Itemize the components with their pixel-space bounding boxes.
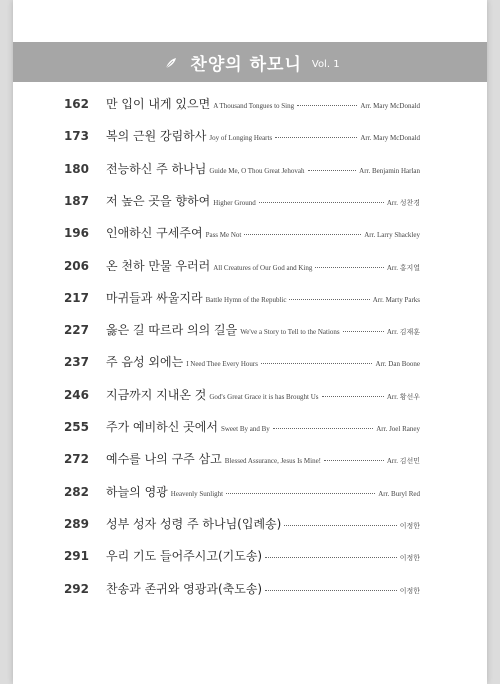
toc-row xyxy=(13,580,487,600)
korean-title: 예수를 나의 구주 삼고 xyxy=(106,452,222,467)
dot-leader xyxy=(273,427,373,429)
arranger: Arr. Joel Raney xyxy=(376,425,420,433)
arranger: Arr. Mary McDonald xyxy=(360,134,420,143)
toc-row xyxy=(13,289,487,309)
toc-row xyxy=(13,450,487,470)
english-title: Higher Ground xyxy=(213,198,256,207)
korean-title: 하늘의 영광 xyxy=(106,484,168,499)
arranger: Arr. Mary McDonald xyxy=(360,102,420,110)
dot-leader xyxy=(259,201,384,203)
dot-leader xyxy=(308,169,357,171)
toc-row xyxy=(13,418,487,438)
english-title: A Thousand Tongues to Sing xyxy=(213,102,295,110)
korean-title: 저 높은 곳을 향하여 xyxy=(106,193,211,208)
arranger: Arr. 김선민 xyxy=(386,457,420,466)
hymn-number: 289 xyxy=(63,516,89,531)
arranger: Arr. Buryl Red xyxy=(378,489,420,498)
korean-title: 전능하신 주 하나님 xyxy=(106,161,207,176)
dot-leader xyxy=(322,395,384,397)
arranger: Arr. 성찬경 xyxy=(386,198,420,207)
hymn-number: 227 xyxy=(63,323,89,338)
korean-title: 성부 성자 성령 주 하나님(입례송) xyxy=(106,516,282,531)
english-title: All Creatures of Our God and King xyxy=(213,263,313,272)
dot-leader xyxy=(265,556,397,558)
hymn-number: 196 xyxy=(63,226,89,241)
arranger: Arr. Dan Boone xyxy=(375,360,420,369)
english-title: We've a Story to Tell to the Nations xyxy=(240,328,340,337)
english-title: Blessed Assurance, Jesus Is Mine! xyxy=(224,457,322,466)
toc-row xyxy=(13,127,487,147)
hymn-number: 292 xyxy=(63,581,89,596)
toc-row xyxy=(13,515,487,535)
toc-row xyxy=(13,257,487,277)
dot-leader xyxy=(284,524,396,526)
english-title: Pass Me Not xyxy=(205,231,242,240)
header-band xyxy=(13,42,487,82)
hymn-number: 291 xyxy=(63,549,89,564)
arranger: Arr. Marty Parks xyxy=(372,295,420,304)
toc-row xyxy=(13,95,487,115)
toc-row xyxy=(13,224,487,244)
english-title: Heavenly Sunlight xyxy=(170,489,224,498)
korean-title: 온 천하 만물 우러러 xyxy=(106,258,211,273)
dot-leader xyxy=(244,233,361,235)
hymn-number: 237 xyxy=(63,355,89,370)
arranger: Arr. 홍지열 xyxy=(386,263,420,272)
toc-row xyxy=(13,192,487,212)
korean-title: 주 음성 외에는 xyxy=(106,355,184,370)
dot-leader xyxy=(289,298,369,300)
dot-leader xyxy=(261,362,372,364)
toc-row xyxy=(13,483,487,503)
hymn-number: 246 xyxy=(63,387,89,402)
korean-title: 복의 근원 강림하사 xyxy=(106,129,207,144)
arranger: Arr. 황선우 xyxy=(386,392,420,401)
korean-title: 주가 예비하신 곳에서 xyxy=(106,420,218,434)
volume-label: Vol. 1 xyxy=(311,58,340,70)
hymn-number: 180 xyxy=(63,161,89,176)
arranger: 이정한 xyxy=(399,554,420,563)
english-title: Battle Hymn of the Republic xyxy=(205,295,287,304)
arranger: Arr. Benjamin Harlan xyxy=(359,166,420,175)
dot-leader xyxy=(265,589,397,591)
arranger: 이정한 xyxy=(399,521,420,530)
korean-title: 찬송과 존귀와 영광과(축도송) xyxy=(106,581,263,596)
english-title: Sweet By and By xyxy=(220,425,270,433)
english-title: I Need Thee Every Hours xyxy=(186,360,258,369)
toc-row xyxy=(13,160,487,180)
arranger: Arr. 김재훈 xyxy=(386,328,420,337)
hymn-number: 173 xyxy=(63,129,89,144)
hymn-number: 255 xyxy=(63,420,89,434)
leaf-icon xyxy=(160,52,182,74)
dot-leader xyxy=(226,492,375,494)
english-title: Guide Me, O Thou Great Jehovah xyxy=(209,166,305,175)
book-title: 찬양의 하모니 xyxy=(190,54,302,75)
dot-leader xyxy=(275,136,357,138)
toc-row xyxy=(13,353,487,373)
hymn-number: 206 xyxy=(63,258,89,273)
korean-title: 지금까지 지내온 것 xyxy=(106,387,207,402)
korean-title: 우리 기도 들어주시고(기도송) xyxy=(106,549,263,564)
dot-leader xyxy=(297,104,357,106)
hymn-number: 162 xyxy=(63,97,89,111)
toc-row xyxy=(13,547,487,567)
korean-title: 인애하신 구세주여 xyxy=(106,226,203,241)
book-page xyxy=(13,0,487,684)
toc-row xyxy=(13,386,487,406)
arranger: Arr. Larry Shackley xyxy=(364,231,420,240)
hymn-number: 187 xyxy=(63,193,89,208)
english-title: God's Great Grace it is has Brought Us xyxy=(209,392,319,401)
korean-title: 만 입이 내게 있으면 xyxy=(106,97,211,111)
korean-title: 옳은 길 따르라 의의 길을 xyxy=(106,323,238,338)
toc-row xyxy=(13,321,487,341)
hymn-number: 282 xyxy=(63,484,89,499)
korean-title: 마귀들과 싸울지라 xyxy=(106,290,203,305)
dot-leader xyxy=(324,459,384,461)
hymn-number: 272 xyxy=(63,452,89,467)
dot-leader xyxy=(343,330,384,332)
hymn-number: 217 xyxy=(63,290,89,305)
english-title: Joy of Longing Hearts xyxy=(209,134,273,143)
dot-leader xyxy=(315,266,384,268)
arranger: 이정한 xyxy=(399,586,420,595)
